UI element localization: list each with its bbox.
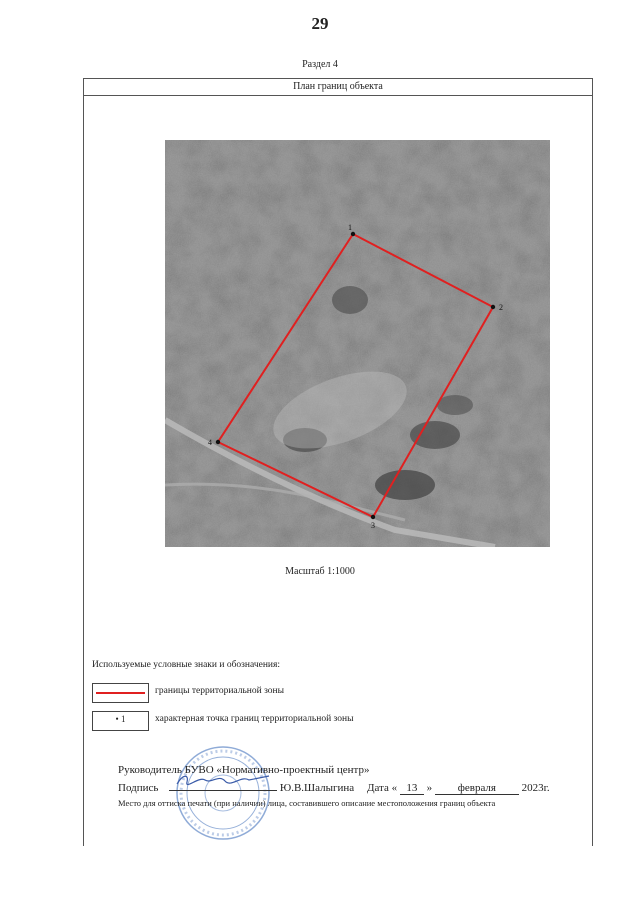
legend-point-symbol (92, 711, 149, 731)
map-scale: Масштаб 1:1000 (285, 566, 355, 577)
legend-boundary-symbol (92, 683, 149, 703)
page-number: 29 (311, 14, 329, 33)
signature-line (169, 778, 277, 791)
point-label-2: 2 (499, 303, 503, 312)
signer-name: Ю.В.Шалыгина (279, 782, 355, 794)
signature-position: Руководитель БУВО «Нормативно-проектный центр» (118, 764, 370, 776)
point-symbol: • 1 (115, 714, 126, 724)
boundary-point-3 (371, 515, 375, 519)
boundary-map (165, 140, 550, 547)
date-label: Дата « (366, 782, 398, 794)
tree-shadow (437, 395, 473, 415)
legend-title: Используемые условные знаки и обозначения: (92, 660, 281, 670)
signature-row (118, 778, 550, 795)
stamp-place-note: Место для оттиска печати (при наличии) лица, составившего описание местоположения границ объекта (118, 798, 496, 808)
date-year: 2023г. (521, 782, 550, 794)
boundary-point-1 (351, 232, 355, 236)
tree-shadow (410, 421, 460, 449)
date-day: 13 (400, 782, 424, 795)
boundary-point-4 (216, 440, 220, 444)
tree-shadow (375, 470, 435, 500)
date-separator: » (426, 782, 433, 794)
date-month: февраля (435, 782, 519, 795)
page-title: План границ объекта (83, 79, 593, 96)
sign-label: Подпись (118, 782, 159, 794)
legend-point-label: характерная точка границ территориальной зоны (155, 714, 354, 724)
tree-shadow (332, 286, 368, 314)
point-label-4: 4 (208, 438, 212, 447)
boundary-point-2 (491, 305, 495, 309)
section-label: Раздел 4 (302, 59, 338, 70)
point-label-3: 3 (371, 521, 375, 530)
handwritten-signature (169, 772, 277, 786)
legend-boundary-label: границы территориальной зоны (155, 686, 285, 696)
red-line-symbol (96, 692, 145, 694)
point-label-1: 1 (348, 223, 352, 232)
